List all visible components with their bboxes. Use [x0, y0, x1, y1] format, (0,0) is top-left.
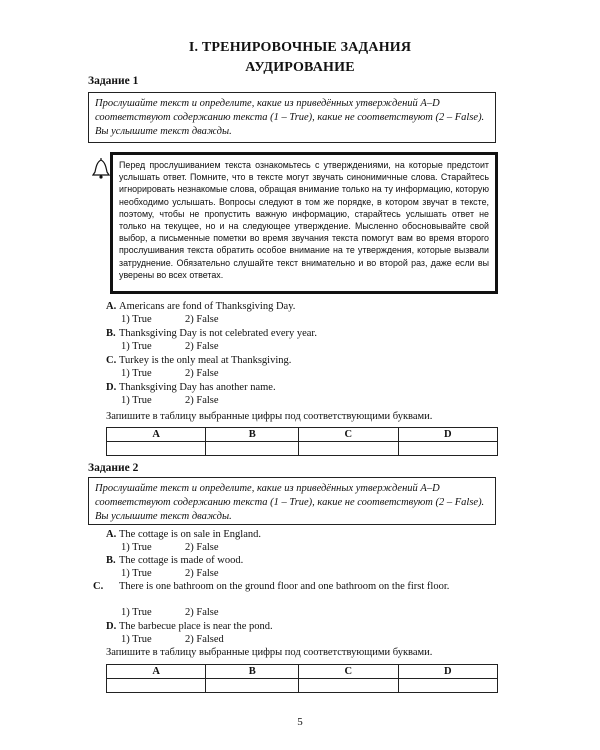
task1-statement-c: C. Turkey is the only meal at Thanksgiving. [106, 355, 292, 366]
page-number: 5 [297, 716, 303, 728]
answer-cell-d[interactable] [398, 442, 497, 456]
task2-table-prompt: Запишите в таблицу выбранные цифры под соответствующими буквами. [106, 647, 433, 658]
page-subheading: АУДИРОВАНИЕ [245, 60, 355, 75]
task1-label: Задание 1 [88, 75, 139, 87]
task1-statement-a: A. Americans are fond of Thanksgiving Day. [106, 301, 296, 312]
task1-instruction: Прослушайте текст и определите, какие из приведённых утверждений A–D соответствуют содержанию текста (1 – True), какие не соответствуют (2 – False). Вы услышите текст дважды. [88, 92, 496, 143]
task1-options-c: 1) True 2) False [121, 368, 219, 379]
task2-options-a: 1) True 2) False [121, 542, 219, 553]
answer-cell-a[interactable] [107, 679, 206, 693]
answer-cell-b[interactable] [206, 679, 299, 693]
answer-header-c: C [299, 428, 398, 442]
task2-statement-c: C. There is one bathroom on the ground floor and one bathroom on the first floor. [93, 581, 450, 592]
answer-header-c: C [299, 665, 398, 679]
task2-statement-d: D. The barbecue place is near the pond. [106, 621, 273, 632]
task1-statement-b: B. Thanksgiving Day is not celebrated every year. [106, 328, 317, 339]
answer-cell-d[interactable] [398, 679, 497, 693]
task1-statement-d: D. Thanksgiving Day has another name. [106, 382, 276, 393]
task2-instruction: Прослушайте текст и определите, какие из приведённых утверждений A–D соответствуют содержанию текста (1 – True), какие не соответствуют (2 – False). Вы услышите текст дважды. [88, 477, 496, 525]
answer-header-b: B [206, 665, 299, 679]
task2-options-b: 1) True 2) False [121, 568, 219, 579]
answer-header-b: B [206, 428, 299, 442]
task1-options-b: 1) True 2) False [121, 341, 219, 352]
task1-answer-table [106, 427, 498, 456]
task1-options-a: 1) True 2) False [121, 314, 219, 325]
task2-statement-b: B. The cottage is made of wood. [106, 555, 244, 566]
task2-options-d: 1) True 2) Falsed [121, 634, 224, 645]
answer-cell-a[interactable] [107, 442, 206, 456]
answer-header-a: A [107, 428, 206, 442]
task1-options-d: 1) True 2) False [121, 395, 219, 406]
task2-options-c: 1) True 2) False [121, 607, 219, 618]
task1-table-prompt: Запишите в таблицу выбранные цифры под соответствующими буквами. [106, 411, 433, 422]
answer-cell-c[interactable] [299, 679, 398, 693]
task2-statement-a: A. The cottage is on sale in England. [106, 529, 262, 540]
bell-icon [92, 158, 110, 180]
task2-label: Задание 2 [88, 462, 139, 474]
answer-header-a: A [107, 665, 206, 679]
page-heading: I. ТРЕНИРОВОЧНЫЕ ЗАДАНИЯ [188, 40, 412, 55]
answer-header-d: D [398, 665, 497, 679]
answer-cell-c[interactable] [299, 442, 398, 456]
task1-tip-box: Перед прослушиванием текста ознакомьтесь с утверждениями, на которые предстоит услышать ответ. Помните, что в тексте могут звучать синонимичные слова. Старайтесь игнорировать незнакомые слова, обращая внимание только на ту информацию, которую необходимо услышать. Вопросы следуют в том же порядке, в котором звучат в тексте, поэтому, чтобы не пропустить важную информацию, старайтесь услышать ответ не только на текущее, но и на следующее утверждение. Мысленно обосновывайте свой выбор, а письменные пометки во время звучания текста помогут вам во время второго прослушивания текста обратить особое внимание на те утверждения, которые вызвали затруднение. Обязательно слушайте текст внимательно и во второй раз, даже если вы уверены во всех ответах. [110, 152, 498, 294]
answer-header-d: D [398, 428, 497, 442]
answer-cell-b[interactable] [206, 442, 299, 456]
task2-answer-table [106, 664, 498, 693]
